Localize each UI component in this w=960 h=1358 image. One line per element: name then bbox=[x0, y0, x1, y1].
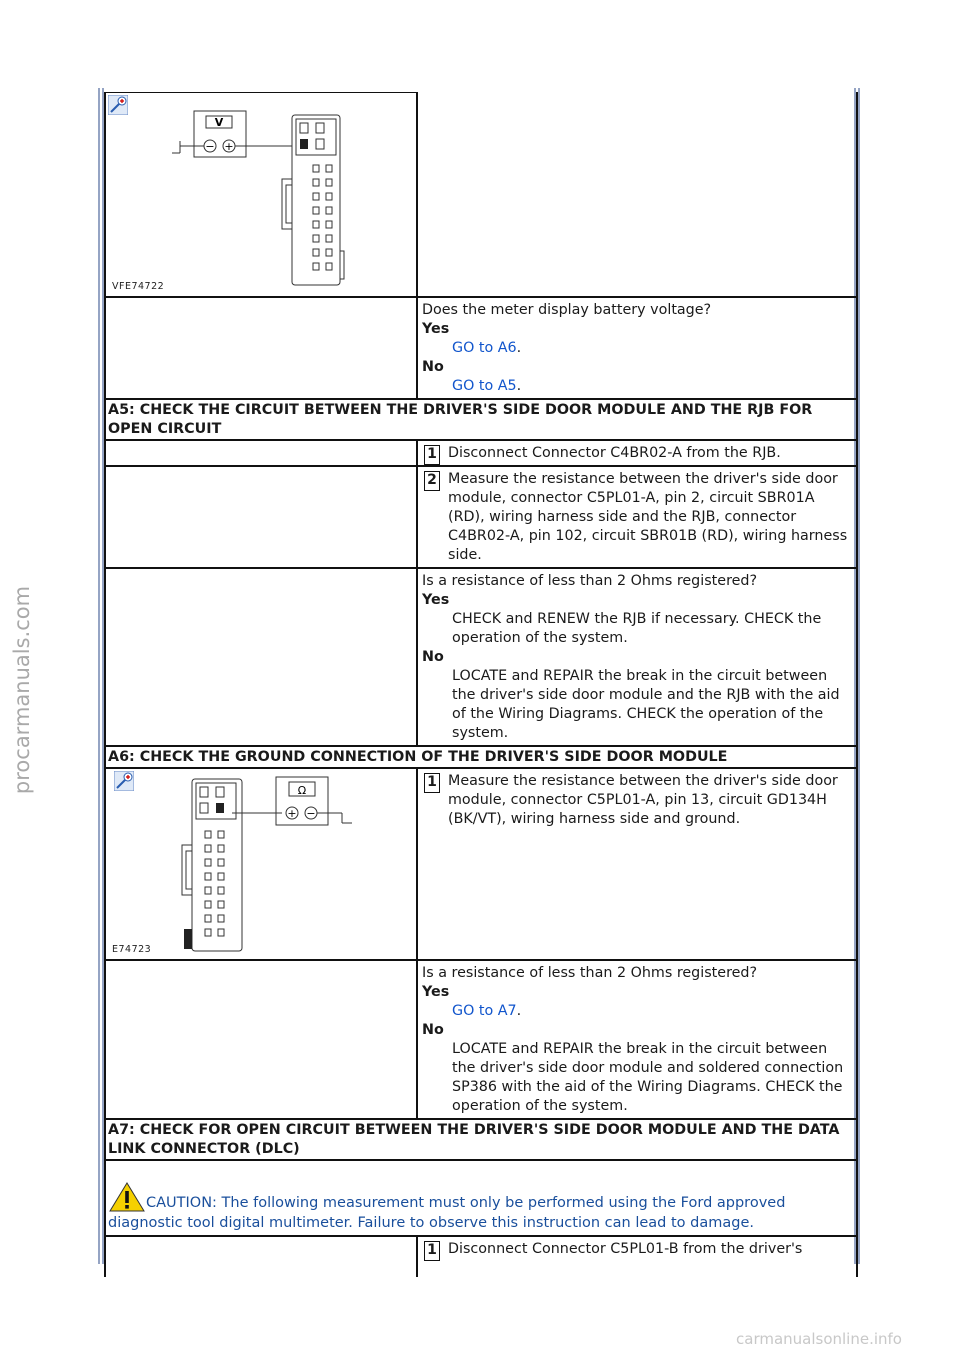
go-to-a6-link[interactable]: GO to A6 bbox=[452, 340, 517, 356]
question-block-1: Does the meter display battery voltage? Yes GO to A6. No GO to A5. bbox=[418, 298, 856, 398]
caution-note bbox=[106, 1161, 856, 1235]
a5-step-row-1 bbox=[106, 441, 856, 467]
empty-cell bbox=[418, 92, 856, 296]
figure-cell-1 bbox=[106, 92, 418, 296]
a6-heading-row bbox=[106, 747, 856, 769]
no-label: No bbox=[422, 649, 444, 665]
procedure-table bbox=[104, 92, 858, 1277]
step-text: Disconnect Connector C4BR02-A from the RJB. bbox=[448, 445, 781, 461]
meter-symbol: V bbox=[214, 116, 224, 129]
step-number: 1 bbox=[424, 1241, 440, 1261]
a7-heading-row bbox=[106, 1120, 856, 1161]
no-label: No bbox=[422, 1022, 444, 1038]
yes-label: Yes bbox=[422, 592, 450, 608]
a6-figure-row bbox=[106, 769, 856, 961]
svg-text:+: + bbox=[224, 140, 234, 153]
bottom-watermark: carmanualsonline.info bbox=[736, 1330, 902, 1348]
a5-question-block bbox=[418, 569, 856, 745]
svg-text:−: − bbox=[205, 140, 215, 153]
figure-row-1 bbox=[106, 92, 856, 298]
no-action: LOCATE and REPAIR the break in the circuit between the driver's side door module and soldered connection SP386 with the aid of the Wiring Diagrams. CHECK the operation of the system. bbox=[452, 1041, 844, 1114]
figure-label: VFE74722 bbox=[112, 281, 165, 292]
step-text: Measure the resistance between the driver's side door module, connector C5PL01-A, pin 13, circuit GD134H (BK/VT), wiring harness side and ground. bbox=[448, 773, 838, 827]
question-text: Does the meter display battery voltage? bbox=[422, 302, 712, 318]
go-to-a7-link[interactable]: GO to A7 bbox=[452, 1003, 517, 1019]
a6-heading: A6: CHECK THE GROUND CONNECTION OF THE DRIVER'S SIDE DOOR MODULE bbox=[108, 749, 728, 765]
step-2 bbox=[418, 467, 856, 567]
question-text: Is a resistance of less than 2 Ohms registered? bbox=[422, 573, 758, 589]
a5-heading: A5: CHECK THE CIRCUIT BETWEEN THE DRIVER'S SIDE DOOR MODULE AND THE RJB FOR OPEN CIRCUIT bbox=[108, 402, 813, 437]
figure-cell-2 bbox=[106, 769, 418, 959]
step-1 bbox=[418, 441, 856, 465]
question-row-1 bbox=[106, 298, 856, 400]
no-label: No bbox=[422, 359, 444, 375]
a7-step-row bbox=[106, 1237, 856, 1277]
svg-text:−: − bbox=[306, 807, 316, 820]
a6-question-row bbox=[106, 961, 856, 1120]
a6-question-block: Is a resistance of less than 2 Ohms registered? Yes GO to A7. No LOCATE and REPAIR the break in the circuit between the driver's side door module and soldered connection SP386 with the aid of the Wiring Diagrams. CHECK the operation of the system. bbox=[418, 961, 856, 1118]
a5-question-row bbox=[106, 569, 856, 747]
yes-label: Yes bbox=[422, 984, 450, 1000]
question-text: Is a resistance of less than 2 Ohms registered? bbox=[422, 965, 758, 981]
a5-step-row-2 bbox=[106, 467, 856, 569]
a5-heading-row bbox=[106, 400, 856, 441]
step-number: 1 bbox=[424, 773, 440, 793]
side-watermark: procarmanuals.com bbox=[10, 585, 34, 795]
warning-icon bbox=[108, 1181, 146, 1213]
step-text: Disconnect Connector C5PL01-B from the driver's bbox=[448, 1241, 803, 1257]
caution-row bbox=[106, 1161, 856, 1237]
meter-symbol: Ω bbox=[297, 784, 307, 797]
no-action: LOCATE and REPAIR the break in the circuit between the driver's side door module and the RJB with the aid of the Wiring Diagrams. CHECK the operation of the system. bbox=[452, 668, 840, 741]
svg-text:+: + bbox=[287, 807, 297, 820]
step-number: 1 bbox=[424, 445, 440, 465]
voltmeter-connector-diagram bbox=[106, 93, 416, 297]
yes-label: Yes bbox=[422, 321, 450, 337]
ohmmeter-connector-diagram bbox=[106, 769, 416, 959]
caution-text: CAUTION: The following measurement must only be performed using the Ford approved diagnostic tool digital multimeter. Failure to observe this instruction can lead to damage. bbox=[108, 1195, 786, 1231]
a6-step-1 bbox=[418, 769, 856, 831]
go-to-a5-link[interactable]: GO to A5 bbox=[452, 378, 517, 394]
figure-label: E74723 bbox=[112, 944, 152, 955]
yes-action: CHECK and RENEW the RJB if necessary. CHECK the operation of the system. bbox=[452, 611, 822, 646]
step-number: 2 bbox=[424, 471, 440, 491]
a7-heading: A7: CHECK FOR OPEN CIRCUIT BETWEEN THE DRIVER'S SIDE DOOR MODULE AND THE DATA LINK CONNECTOR (DLC) bbox=[108, 1122, 840, 1157]
step-text: Measure the resistance between the driver's side door module, connector C5PL01-A, pin 2, circuit SBR01A (RD), wiring harness side and the RJB, connector C4BR02-A, pin 102, circuit SBR01B (RD), wiring harness side. bbox=[448, 471, 848, 563]
a7-step-1 bbox=[418, 1237, 856, 1277]
